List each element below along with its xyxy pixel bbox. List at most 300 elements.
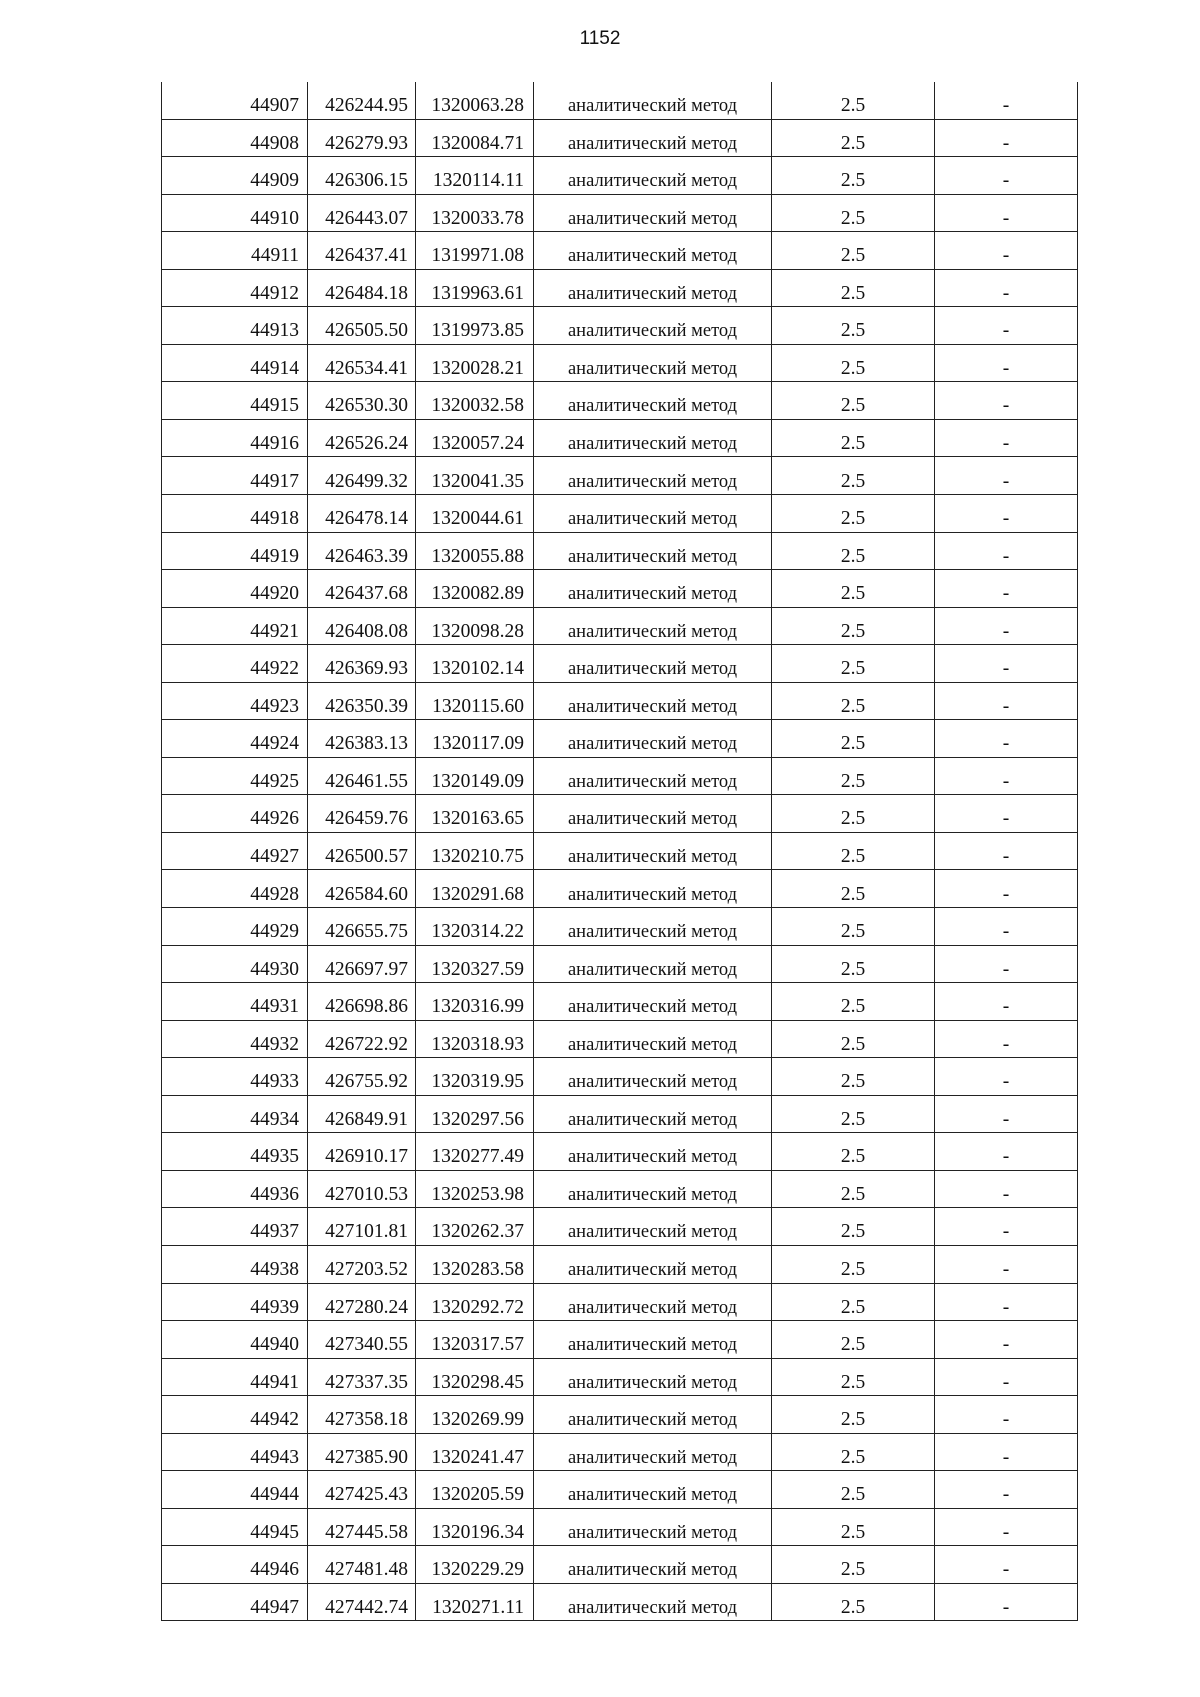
method-text: аналитический метод	[567, 208, 738, 229]
method-cell	[534, 682, 772, 720]
point-number-cell	[162, 1283, 308, 1321]
accuracy-text: 2.5	[840, 770, 866, 792]
accuracy-text: 2.5	[840, 658, 866, 680]
y-coordinate-text: 1320327.59	[431, 958, 524, 980]
method-cell	[534, 1245, 772, 1283]
note-cell	[935, 1058, 1078, 1096]
note-text: -	[1002, 245, 1010, 267]
y-coordinate-text: 1320253.98	[431, 1183, 524, 1205]
table-row	[162, 1508, 1078, 1546]
x-coordinate-text: 426910.17	[325, 1146, 408, 1168]
point-number-cell	[162, 1546, 308, 1584]
point-number-cell	[162, 1396, 308, 1434]
method-text: аналитический метод	[567, 471, 738, 492]
y-coordinate-text: 1320196.34	[431, 1521, 524, 1543]
x-coordinate-cell	[308, 720, 416, 758]
point-number-cell	[162, 757, 308, 795]
accuracy-text: 2.5	[840, 320, 866, 342]
accuracy-cell	[772, 1283, 935, 1321]
y-coordinate-text: 1320317.57	[431, 1334, 524, 1356]
y-coordinate-text: 1320210.75	[431, 845, 524, 867]
y-coordinate-cell	[416, 870, 534, 908]
accuracy-text: 2.5	[840, 733, 866, 755]
method-cell	[534, 194, 772, 232]
x-coordinate-cell	[308, 194, 416, 232]
y-coordinate-text: 1320241.47	[431, 1446, 524, 1468]
point-number-cell	[162, 870, 308, 908]
point-number-cell	[162, 1208, 308, 1246]
y-coordinate-text: 1320292.72	[431, 1296, 524, 1318]
x-coordinate-text: 426463.39	[325, 545, 408, 567]
point-number-cell	[162, 682, 308, 720]
table-row	[162, 1133, 1078, 1171]
accuracy-cell	[772, 757, 935, 795]
table-row	[162, 457, 1078, 495]
point-number-text: 44933	[250, 1071, 299, 1093]
method-cell	[534, 532, 772, 570]
method-text: аналитический метод	[567, 1335, 738, 1356]
method-cell	[534, 1583, 772, 1621]
table-row	[162, 419, 1078, 457]
y-coordinate-cell	[416, 82, 534, 119]
accuracy-cell	[772, 795, 935, 833]
y-coordinate-text: 1320082.89	[431, 583, 524, 605]
y-coordinate-cell	[416, 757, 534, 795]
accuracy-cell	[772, 1020, 935, 1058]
accuracy-text: 2.5	[840, 207, 866, 229]
note-text: -	[1002, 1521, 1010, 1543]
method-cell	[534, 1095, 772, 1133]
note-cell	[935, 532, 1078, 570]
method-cell	[534, 1508, 772, 1546]
accuracy-text: 2.5	[840, 1146, 866, 1168]
method-text: аналитический метод	[567, 509, 738, 530]
table-row	[162, 645, 1078, 683]
accuracy-text: 2.5	[840, 395, 866, 417]
method-cell	[534, 870, 772, 908]
x-coordinate-cell	[308, 307, 416, 345]
note-cell	[935, 983, 1078, 1021]
accuracy-text: 2.5	[840, 1371, 866, 1393]
note-cell	[935, 1095, 1078, 1133]
accuracy-text: 2.5	[840, 1033, 866, 1055]
y-coordinate-cell	[416, 983, 534, 1021]
accuracy-text: 2.5	[840, 1484, 866, 1506]
note-cell	[935, 82, 1078, 119]
y-coordinate-text: 1320115.60	[432, 695, 524, 717]
accuracy-text: 2.5	[840, 1183, 866, 1205]
page-number: 1152	[579, 28, 621, 49]
point-number-cell	[162, 1508, 308, 1546]
y-coordinate-text: 1320269.99	[431, 1409, 524, 1431]
y-coordinate-cell	[416, 119, 534, 157]
method-cell	[534, 269, 772, 307]
x-coordinate-cell	[308, 532, 416, 570]
table-row	[162, 1358, 1078, 1396]
x-coordinate-cell	[308, 1471, 416, 1509]
note-text: -	[1002, 95, 1010, 117]
table-row	[162, 832, 1078, 870]
accuracy-cell	[772, 1095, 935, 1133]
point-number-cell	[162, 1245, 308, 1283]
y-coordinate-text: 1320098.28	[431, 620, 524, 642]
table-row	[162, 1546, 1078, 1584]
accuracy-cell	[772, 720, 935, 758]
coordinates-table-body	[162, 82, 1078, 1621]
method-cell	[534, 1546, 772, 1584]
note-cell	[935, 1208, 1078, 1246]
method-text: аналитический метод	[567, 246, 738, 267]
method-cell	[534, 1058, 772, 1096]
method-cell	[534, 1283, 772, 1321]
method-text: аналитический метод	[567, 1147, 738, 1168]
table-row	[162, 983, 1078, 1021]
accuracy-cell	[772, 269, 935, 307]
method-text: аналитический метод	[567, 1184, 738, 1205]
x-coordinate-text: 426443.07	[325, 207, 408, 229]
accuracy-text: 2.5	[840, 620, 866, 642]
method-cell	[534, 1396, 772, 1434]
note-text: -	[1002, 320, 1010, 342]
x-coordinate-text: 426849.91	[325, 1108, 408, 1130]
method-cell	[534, 983, 772, 1021]
x-coordinate-cell	[308, 1321, 416, 1359]
note-cell	[935, 795, 1078, 833]
point-number-cell	[162, 344, 308, 382]
accuracy-cell	[772, 1245, 935, 1283]
accuracy-text: 2.5	[840, 808, 866, 830]
table-row	[162, 382, 1078, 420]
point-number-cell	[162, 269, 308, 307]
y-coordinate-text: 1320057.24	[431, 432, 524, 454]
point-number-text: 44936	[250, 1183, 299, 1205]
accuracy-cell	[772, 1433, 935, 1471]
table-row	[162, 607, 1078, 645]
y-coordinate-cell	[416, 1583, 534, 1621]
y-coordinate-cell	[416, 419, 534, 457]
y-coordinate-text: 1320163.65	[431, 808, 524, 830]
x-coordinate-cell	[308, 1358, 416, 1396]
accuracy-cell	[772, 382, 935, 420]
x-coordinate-cell	[308, 1058, 416, 1096]
point-number-text: 44917	[250, 470, 299, 492]
y-coordinate-cell	[416, 1283, 534, 1321]
x-coordinate-text: 426408.08	[325, 620, 408, 642]
method-cell	[534, 570, 772, 608]
point-number-text: 44935	[250, 1146, 299, 1168]
accuracy-text: 2.5	[840, 432, 866, 454]
method-text: аналитический метод	[567, 283, 738, 304]
accuracy-text: 2.5	[840, 883, 866, 905]
x-coordinate-text: 427442.74	[325, 1596, 408, 1618]
method-text: аналитический метод	[567, 1222, 738, 1243]
accuracy-cell	[772, 157, 935, 195]
note-cell	[935, 607, 1078, 645]
point-number-cell	[162, 382, 308, 420]
y-coordinate-cell	[416, 269, 534, 307]
table-row	[162, 795, 1078, 833]
note-text: -	[1002, 996, 1010, 1018]
x-coordinate-cell	[308, 1508, 416, 1546]
accuracy-cell	[772, 232, 935, 270]
point-number-text: 44919	[250, 545, 299, 567]
method-cell	[534, 832, 772, 870]
accuracy-text: 2.5	[840, 470, 866, 492]
point-number-cell	[162, 1170, 308, 1208]
y-coordinate-cell	[416, 382, 534, 420]
note-text: -	[1002, 1259, 1010, 1280]
y-coordinate-text: 1320028.21	[431, 357, 524, 379]
y-coordinate-cell	[416, 532, 534, 570]
table-row	[162, 1396, 1078, 1434]
method-cell	[534, 1020, 772, 1058]
method-text: аналитический метод	[567, 1260, 738, 1280]
note-cell	[935, 1471, 1078, 1509]
method-cell	[534, 1358, 772, 1396]
note-text: -	[1002, 1371, 1010, 1393]
y-coordinate-cell	[416, 1546, 534, 1584]
accuracy-text: 2.5	[840, 1221, 866, 1243]
y-coordinate-cell	[416, 645, 534, 683]
table-row	[162, 870, 1078, 908]
note-cell	[935, 1358, 1078, 1396]
note-cell	[935, 1583, 1078, 1621]
table-row	[162, 1170, 1078, 1208]
x-coordinate-text: 426350.39	[325, 695, 408, 717]
note-cell	[935, 1546, 1078, 1584]
x-coordinate-cell	[308, 1020, 416, 1058]
method-cell	[534, 157, 772, 195]
note-text: -	[1002, 1596, 1010, 1618]
table-row	[162, 945, 1078, 983]
table-row	[162, 157, 1078, 195]
x-coordinate-cell	[308, 1583, 416, 1621]
accuracy-cell	[772, 119, 935, 157]
y-coordinate-text: 1320298.45	[431, 1371, 524, 1393]
y-coordinate-cell	[416, 1396, 534, 1434]
point-number-text: 44947	[250, 1596, 299, 1618]
note-cell	[935, 1433, 1078, 1471]
note-cell	[935, 1170, 1078, 1208]
x-coordinate-cell	[308, 607, 416, 645]
note-cell	[935, 908, 1078, 946]
y-coordinate-text: 1320117.09	[432, 733, 524, 755]
point-number-text: 44923	[250, 695, 299, 717]
y-coordinate-cell	[416, 1058, 534, 1096]
note-cell	[935, 1508, 1078, 1546]
y-coordinate-text: 1320063.28	[431, 95, 524, 117]
note-cell	[935, 194, 1078, 232]
point-number-cell	[162, 720, 308, 758]
point-number-cell	[162, 983, 308, 1021]
x-coordinate-cell	[308, 645, 416, 683]
y-coordinate-cell	[416, 832, 534, 870]
point-number-cell	[162, 232, 308, 270]
accuracy-text: 2.5	[840, 95, 866, 117]
accuracy-cell	[772, 870, 935, 908]
accuracy-text: 2.5	[840, 1596, 866, 1618]
table-row	[162, 1283, 1078, 1321]
accuracy-text: 2.5	[840, 508, 866, 530]
x-coordinate-text: 426461.55	[325, 770, 408, 792]
y-coordinate-text: 1319963.61	[431, 282, 524, 304]
x-coordinate-text: 426697.97	[325, 958, 408, 980]
note-text: -	[1002, 432, 1010, 454]
method-cell	[534, 382, 772, 420]
note-text: -	[1002, 1146, 1010, 1168]
y-coordinate-text: 1320102.14	[431, 658, 524, 680]
x-coordinate-text: 426437.41	[325, 245, 408, 267]
accuracy-text: 2.5	[840, 282, 866, 304]
x-coordinate-cell	[308, 983, 416, 1021]
y-coordinate-cell	[416, 495, 534, 533]
y-coordinate-text: 1320055.88	[431, 545, 524, 567]
x-coordinate-cell	[308, 157, 416, 195]
accuracy-text: 2.5	[840, 1296, 866, 1318]
x-coordinate-cell	[308, 757, 416, 795]
y-coordinate-cell	[416, 457, 534, 495]
x-coordinate-text: 426383.13	[325, 733, 408, 755]
accuracy-text: 2.5	[840, 357, 866, 379]
note-cell	[935, 1020, 1078, 1058]
point-number-text: 44910	[250, 207, 299, 229]
note-text: -	[1002, 1296, 1010, 1318]
method-cell	[534, 945, 772, 983]
x-coordinate-text: 426244.95	[325, 95, 408, 117]
method-cell	[534, 607, 772, 645]
y-coordinate-cell	[416, 795, 534, 833]
point-number-cell	[162, 607, 308, 645]
x-coordinate-text: 426500.57	[325, 845, 408, 867]
method-text: аналитический метод	[567, 1109, 738, 1130]
note-cell	[935, 1396, 1078, 1434]
accuracy-text: 2.5	[840, 845, 866, 867]
y-coordinate-cell	[416, 194, 534, 232]
method-text: аналитический метод	[567, 1034, 738, 1055]
table-row	[162, 82, 1078, 119]
point-number-text: 44928	[250, 883, 299, 905]
y-coordinate-text: 1320316.99	[431, 996, 524, 1018]
method-text: аналитический метод	[567, 884, 738, 905]
accuracy-cell	[772, 344, 935, 382]
y-coordinate-cell	[416, 1508, 534, 1546]
accuracy-text: 2.5	[840, 996, 866, 1018]
note-text: -	[1002, 958, 1010, 980]
accuracy-text: 2.5	[840, 695, 866, 717]
note-cell	[935, 495, 1078, 533]
x-coordinate-cell	[308, 82, 416, 119]
method-text: аналитический метод	[567, 133, 738, 154]
x-coordinate-cell	[308, 1170, 416, 1208]
point-number-cell	[162, 832, 308, 870]
method-cell	[534, 720, 772, 758]
x-coordinate-text: 426279.93	[325, 132, 408, 154]
point-number-text: 44911	[250, 245, 299, 267]
point-number-text: 44908	[250, 132, 299, 154]
point-number-cell	[162, 1133, 308, 1171]
method-cell	[534, 495, 772, 533]
point-number-text: 44915	[250, 395, 299, 417]
table-row	[162, 1020, 1078, 1058]
point-number-cell	[162, 1058, 308, 1096]
accuracy-cell	[772, 82, 935, 119]
accuracy-cell	[772, 570, 935, 608]
method-text: аналитический метод	[567, 96, 738, 117]
method-cell	[534, 307, 772, 345]
x-coordinate-cell	[308, 419, 416, 457]
x-coordinate-cell	[308, 269, 416, 307]
note-text: -	[1002, 207, 1010, 229]
x-coordinate-cell	[308, 457, 416, 495]
method-cell	[534, 908, 772, 946]
x-coordinate-cell	[308, 908, 416, 946]
x-coordinate-text: 426437.68	[325, 583, 408, 605]
note-cell	[935, 157, 1078, 195]
table-row	[162, 1321, 1078, 1359]
x-coordinate-cell	[308, 832, 416, 870]
table-row	[162, 1433, 1078, 1471]
note-cell	[935, 570, 1078, 608]
point-number-text: 44945	[250, 1521, 299, 1543]
accuracy-cell	[772, 1208, 935, 1246]
y-coordinate-cell	[416, 570, 534, 608]
point-number-cell	[162, 1433, 308, 1471]
method-text: аналитический метод	[567, 1372, 738, 1393]
x-coordinate-text: 427280.24	[325, 1296, 408, 1318]
accuracy-cell	[772, 532, 935, 570]
point-number-cell	[162, 1020, 308, 1058]
point-number-cell	[162, 1358, 308, 1396]
y-coordinate-cell	[416, 1020, 534, 1058]
x-coordinate-cell	[308, 945, 416, 983]
method-text: аналитический метод	[567, 1297, 738, 1318]
note-text: -	[1002, 170, 1010, 192]
note-text: -	[1002, 282, 1010, 304]
y-coordinate-cell	[416, 1170, 534, 1208]
x-coordinate-cell	[308, 1095, 416, 1133]
point-number-cell	[162, 307, 308, 345]
accuracy-cell	[772, 832, 935, 870]
table-row	[162, 1245, 1078, 1283]
x-coordinate-text: 427340.55	[325, 1334, 408, 1356]
point-number-text: 44921	[250, 620, 299, 642]
note-text: -	[1002, 1484, 1010, 1506]
method-cell	[534, 232, 772, 270]
note-cell	[935, 119, 1078, 157]
y-coordinate-text: 1320277.49	[431, 1146, 524, 1168]
method-text: аналитический метод	[567, 621, 738, 642]
y-coordinate-cell	[416, 232, 534, 270]
y-coordinate-cell	[416, 1133, 534, 1171]
method-cell	[534, 82, 772, 119]
accuracy-text: 2.5	[840, 958, 866, 980]
y-coordinate-text: 1320291.68	[431, 883, 524, 905]
note-text: -	[1002, 1334, 1010, 1356]
table-row	[162, 570, 1078, 608]
note-cell	[935, 419, 1078, 457]
method-cell	[534, 795, 772, 833]
method-text: аналитический метод	[567, 1597, 738, 1618]
note-text: -	[1002, 132, 1010, 154]
point-number-text: 44922	[250, 658, 299, 680]
y-coordinate-text: 1320033.78	[431, 207, 524, 229]
method-text: аналитический метод	[567, 1522, 738, 1543]
note-cell	[935, 645, 1078, 683]
point-number-cell	[162, 1095, 308, 1133]
point-number-text: 44940	[250, 1334, 299, 1356]
method-cell	[534, 757, 772, 795]
accuracy-cell	[772, 1133, 935, 1171]
